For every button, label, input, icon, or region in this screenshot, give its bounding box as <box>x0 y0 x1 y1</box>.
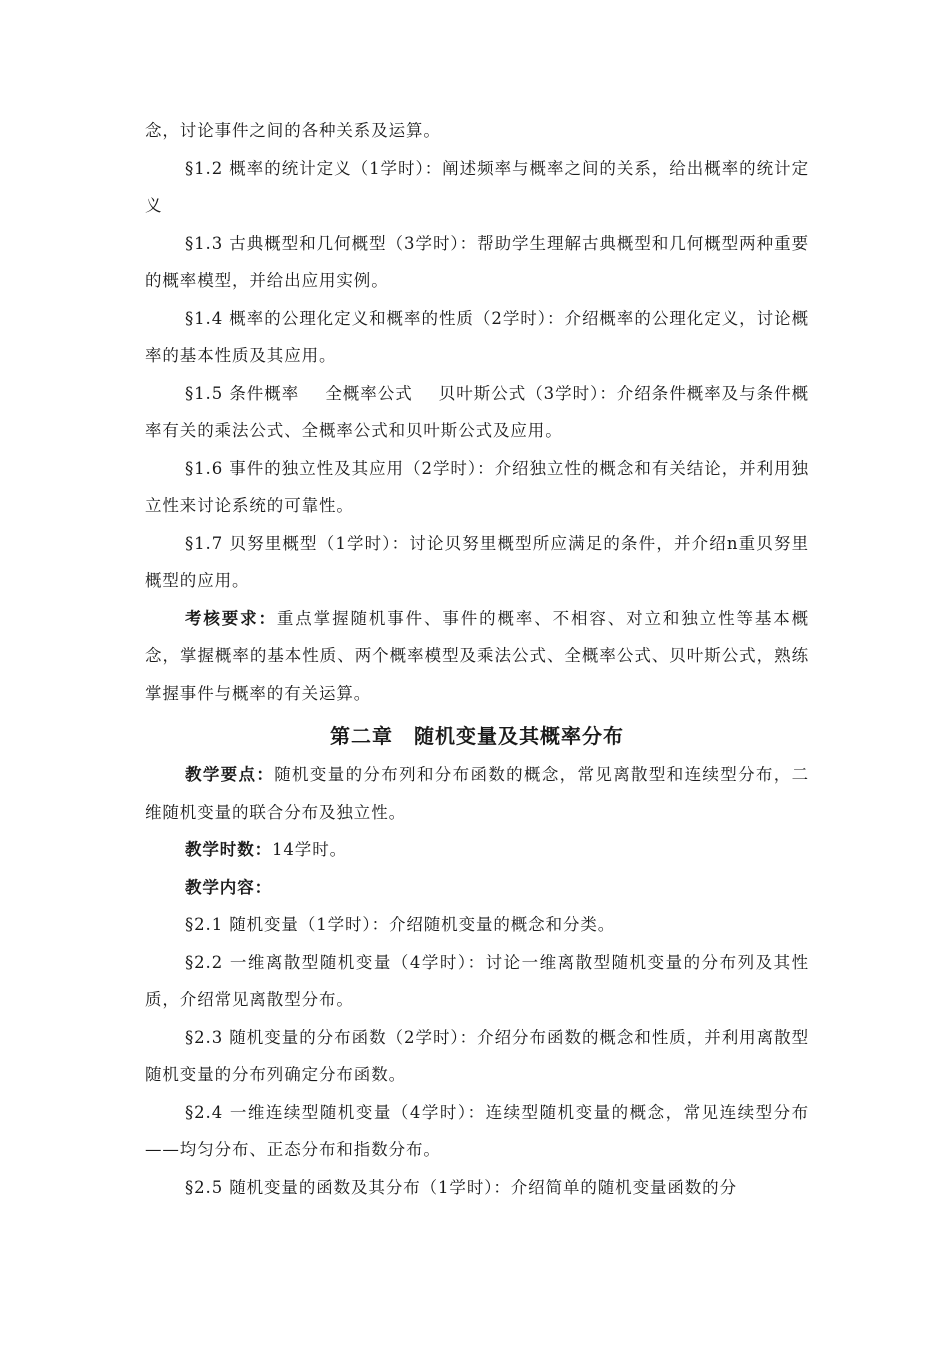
key-points-label: 教学要点： <box>185 765 275 784</box>
section-1-7-paragraph: §1.7 贝努里概型（1学时）：讨论贝努里概型所应满足的条件，并介绍n重贝努里概型的应用。 <box>145 533 809 590</box>
assessment-label: 考核要求： <box>185 608 277 628</box>
chapter-2-title: 第二章 随机变量及其概率分布 <box>330 724 624 748</box>
section-1-5-part1: §1.5 条件概率 <box>185 383 300 403</box>
intro-tail-paragraph: 念，讨论事件之间的各种关系及运算。 <box>145 121 441 140</box>
section-1-5-part3: 贝叶斯公式（3学时）：介绍条件概率及与条件概率有关的乘法公式、全概率公式和贝叶斯公式及应用。 <box>145 383 809 440</box>
document-page <box>145 112 809 1206</box>
key-points-paragraph <box>145 756 809 831</box>
teaching-hours-paragraph <box>145 831 809 869</box>
section-1-6-paragraph: §1.6 事件的独立性及其应用（2学时）：介绍独立性的概念和有关结论，并利用独立性来讨论系统的可靠性。 <box>145 458 809 515</box>
section-2-1-paragraph: §2.1 随机变量（1学时）：介绍随机变量的概念和分类。 <box>185 915 616 934</box>
section-2-3-paragraph: §2.3 随机变量的分布函数（2学时）：介绍分布函数的概念和性质，并利用离散型随机变量的分布列确定分布函数。 <box>145 1027 809 1084</box>
section-2-4-paragraph: §2.4 一维连续型随机变量（4学时）：连续型随机变量的概念，常见连续型分布——均匀分布、正态分布和指数分布。 <box>145 1102 809 1159</box>
teaching-hours-label: 教学时数： <box>185 840 272 859</box>
section-1-5-part2: 全概率公式 <box>325 383 413 403</box>
section-1-3-paragraph: §1.3 古典概型和几何概型（3学时）：帮助学生理解古典概型和几何概型两种重要的概率模型，并给出应用实例。 <box>145 233 809 290</box>
section-1-2-paragraph: §1.2 概率的统计定义（1学时）：阐述频率与概率之间的关系，给出概率的统计定义 <box>145 158 809 215</box>
section-2-2-paragraph: §2.2 一维离散型随机变量（4学时）：讨论一维离散型随机变量的分布列及其性质，介绍常见离散型分布。 <box>145 952 809 1009</box>
key-points-text: 随机变量的分布列和分布函数的概念，常见离散型和连续型分布，二维随机变量的联合分布及独立性。 <box>145 765 810 822</box>
teaching-hours-text: 14学时。 <box>272 840 347 859</box>
assessment-text: 重点掌握随机事件、事件的概率、不相容、对立和独立性等基本概念，掌握概率的基本性质、两个概率模型及乘法公式、全概率公式、贝叶斯公式，熟练掌握事件与概率的有关运算。 <box>145 608 810 703</box>
section-2-5-paragraph: §2.5 随机变量的函数及其分布（1学时）：介绍简单的随机变量函数的分 <box>185 1177 737 1197</box>
assessment-paragraph <box>145 600 809 713</box>
teaching-content-label: 教学内容： <box>185 877 272 897</box>
section-1-4-paragraph: §1.4 概率的公理化定义和概率的性质（2学时）：介绍概率的公理化定义，讨论概率的基本性质及其应用。 <box>145 308 809 365</box>
section-1-5-paragraph <box>145 375 809 450</box>
